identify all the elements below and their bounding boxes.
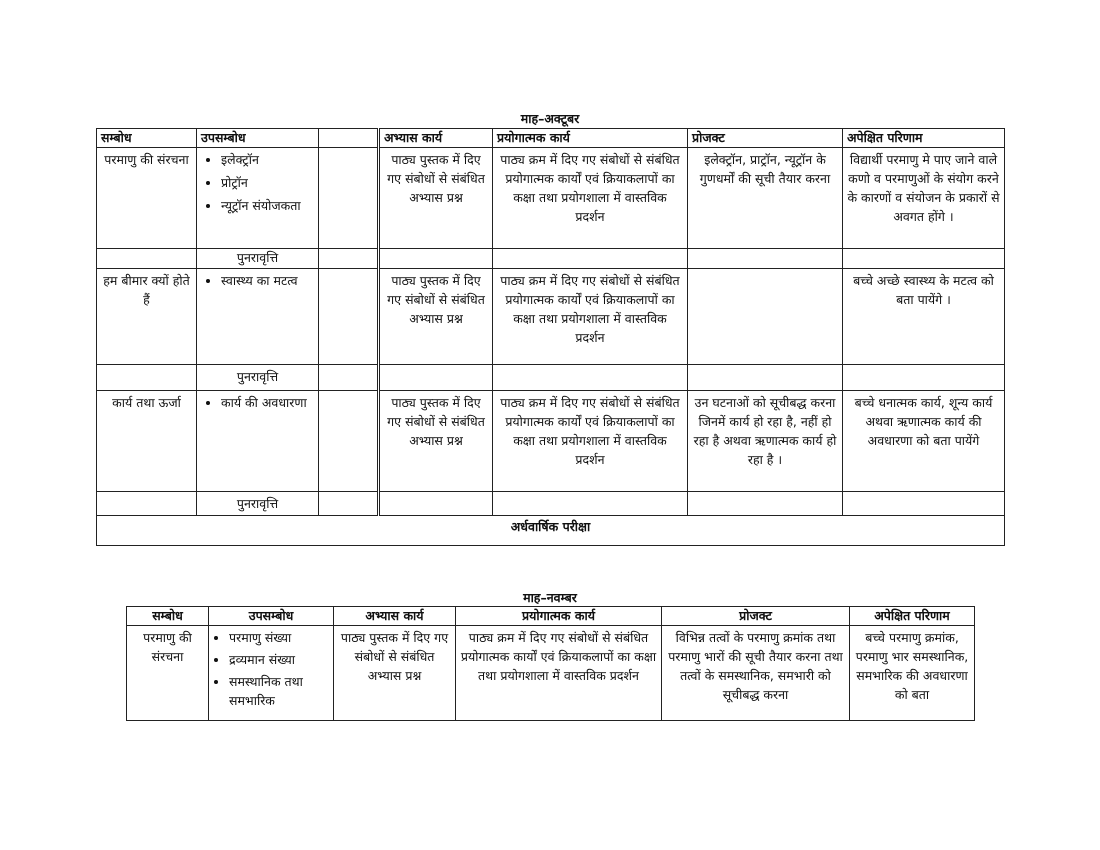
exam-row [97, 516, 1005, 546]
project-cell: उन घटनाओं को सूचीबद्ध करना जिनमें कार्य हो रहा है, नहीं हो रहा है अथवा ऋणात्मक कार्य हो रहा है । [688, 391, 843, 492]
revision-row [97, 249, 1005, 269]
blank-cell [319, 148, 379, 249]
list-item: • इलेक्ट्रॉन [221, 150, 314, 169]
blank-cell [688, 492, 843, 516]
blank-cell [493, 249, 688, 269]
revision-cell: पुनरावृत्ति [197, 365, 319, 391]
blank-cell [379, 365, 493, 391]
project-cell: इलेक्ट्रॉन, प्राट्रॉन, न्यूट्रॉन के गुणधर्मों की सूची तैयार करना [688, 148, 843, 249]
header-concept: सम्बोध [127, 607, 209, 626]
subconcept-list [213, 628, 329, 710]
practice-cell: पाठ्य पुस्तक में दिए गए संबोधों से संबंधित अभ्यास प्रश्न [379, 148, 493, 249]
concept-cell: परमाणु की संरचना [97, 148, 197, 249]
experimental-cell: पाठ्य क्रम में दिए गए संबोधों से संबंधित प्रयोगात्मक कार्यों एवं क्रियाकलापों का कक्षा तथा प्रयोगशाला में वास्तविक प्रदर्शन [493, 148, 688, 249]
subconcept-list [201, 393, 314, 412]
header-concept: सम्बोध [97, 129, 197, 148]
list-item: • समस्थानिक तथा समभारिक [229, 672, 329, 710]
header-project: प्रोजक्ट [662, 607, 850, 626]
project-cell [688, 269, 843, 365]
header-outcome: अपेक्षित परिणाम [850, 607, 975, 626]
subconcept-cell [197, 148, 319, 249]
blank-cell [379, 249, 493, 269]
header-practice: अभ्यास कार्य [379, 129, 493, 148]
exam-cell: अर्धवार्षिक परीक्षा [97, 516, 1005, 546]
november-title: माह–नवम्बर [523, 590, 577, 605]
table-row [97, 148, 1005, 249]
blank-cell [843, 249, 1005, 269]
blank-cell [319, 365, 379, 391]
blank-cell [493, 365, 688, 391]
blank-cell [688, 365, 843, 391]
november-table [126, 606, 975, 721]
list-item: • प्रोट्रॉन [221, 173, 314, 192]
blank-cell [379, 492, 493, 516]
experimental-cell: पाठ्य क्रम में दिए गए संबोधों से संबंधित प्रयोगात्मक कार्यों एवं क्रियाकलापों का कक्षा तथा प्रयोगशाला में वास्तविक प्रदर्शन [493, 391, 688, 492]
list-item: • न्यूट्रॉन संयोजकता [221, 196, 314, 215]
practice-cell: पाठ्य पुस्तक में दिए गए संबोधों से संबंधित अभ्यास प्रश्न [334, 626, 456, 721]
blank-cell [688, 249, 843, 269]
concept-cell: हम बीमार क्यों होते हैं [97, 269, 197, 365]
outcome-cell: बच्चे परमाणु क्रमांक, परमाणु भार समस्थानिक, समभारिक की अवधारणा को बता [850, 626, 975, 721]
november-header-row [127, 607, 975, 626]
revision-cell: पुनरावृत्ति [197, 492, 319, 516]
outcome-cell: बच्चे अच्छे स्वास्थ्य के मटत्व को बता पायेंगे । [843, 269, 1005, 365]
list-item: • परमाणु संख्या [229, 628, 329, 647]
blank-cell [97, 492, 197, 516]
blank-cell [843, 365, 1005, 391]
experimental-cell: पाठ्य क्रम में दिए गए संबोधों से संबंधित प्रयोगात्मक कार्यों एवं क्रियाकलापों का कक्षा तथा प्रयोगशाला में वास्तविक प्रदर्शन [493, 269, 688, 365]
header-outcome: अपेक्षित परिणाम [843, 129, 1005, 148]
header-experimental: प्रयोगात्मक कार्य [493, 129, 688, 148]
list-item: • स्वास्थ्य का मटत्व [221, 271, 314, 290]
subconcept-cell [197, 391, 319, 492]
concept-cell: कार्य तथा ऊर्जा [97, 391, 197, 492]
header-subconcept: उपसम्बोध [197, 129, 319, 148]
outcome-cell: विद्यार्थी परमाणु मे पाए जाने वाले कणो व परमाणुओं के संयोग करने के कारणों व संयोजन के प्रकारों से अवगत होंगे । [843, 148, 1005, 249]
blank-cell [843, 492, 1005, 516]
project-cell: विभिन्न तत्वों के परमाणु क्रमांक तथा परमाणु भारों की सूची तैयार करना तथा तत्वों के समस्थानिक, समभारी को सूचीबद्ध करना [662, 626, 850, 721]
table-row [127, 626, 975, 721]
outcome-cell: बच्चे धनात्मक कार्य, शून्य कार्य अथवा ऋणात्मक कार्य की अवधारणा को बता पायेंगे [843, 391, 1005, 492]
october-title: माह–अक्टूबर [520, 111, 580, 126]
table-row [97, 391, 1005, 492]
concept-cell: परमाणु की संरचना [127, 626, 209, 721]
header-project: प्रोजक्ट [688, 129, 843, 148]
header-blank [319, 129, 379, 148]
header-practice: अभ्यास कार्य [334, 607, 456, 626]
blank-cell [319, 249, 379, 269]
revision-row [97, 365, 1005, 391]
list-item: • कार्य की अवधारणा [221, 393, 314, 412]
blank-cell [97, 365, 197, 391]
header-subconcept: उपसम्बोध [209, 607, 334, 626]
blank-cell [319, 391, 379, 492]
subconcept-cell [197, 269, 319, 365]
blank-cell [493, 492, 688, 516]
practice-cell: पाठ्य पुस्तक में दिए गए संबोधों से संबंधित अभ्यास प्रश्न [379, 269, 493, 365]
experimental-cell: पाठ्य क्रम में दिए गए संबोधों से संबंधित प्रयोगात्मक कार्यों एवं क्रियाकलापों का कक्षा तथा प्रयोगशाला में वास्तविक प्रदर्शन [456, 626, 662, 721]
october-table [96, 128, 1005, 546]
practice-cell: पाठ्य पुस्तक में दिए गए संबोधों से संबंधित अभ्यास प्रश्न [379, 391, 493, 492]
revision-row [97, 492, 1005, 516]
header-experimental: प्रयोगात्मक कार्य [456, 607, 662, 626]
table-row [97, 269, 1005, 365]
subconcept-list [201, 271, 314, 290]
subconcept-list [201, 150, 314, 215]
subconcept-cell [209, 626, 334, 721]
blank-cell [319, 492, 379, 516]
blank-cell [319, 269, 379, 365]
list-item: • द्रव्यमान संख्या [229, 650, 329, 669]
revision-cell: पुनरावृत्ति [197, 249, 319, 269]
blank-cell [97, 249, 197, 269]
october-header-row [97, 129, 1005, 148]
